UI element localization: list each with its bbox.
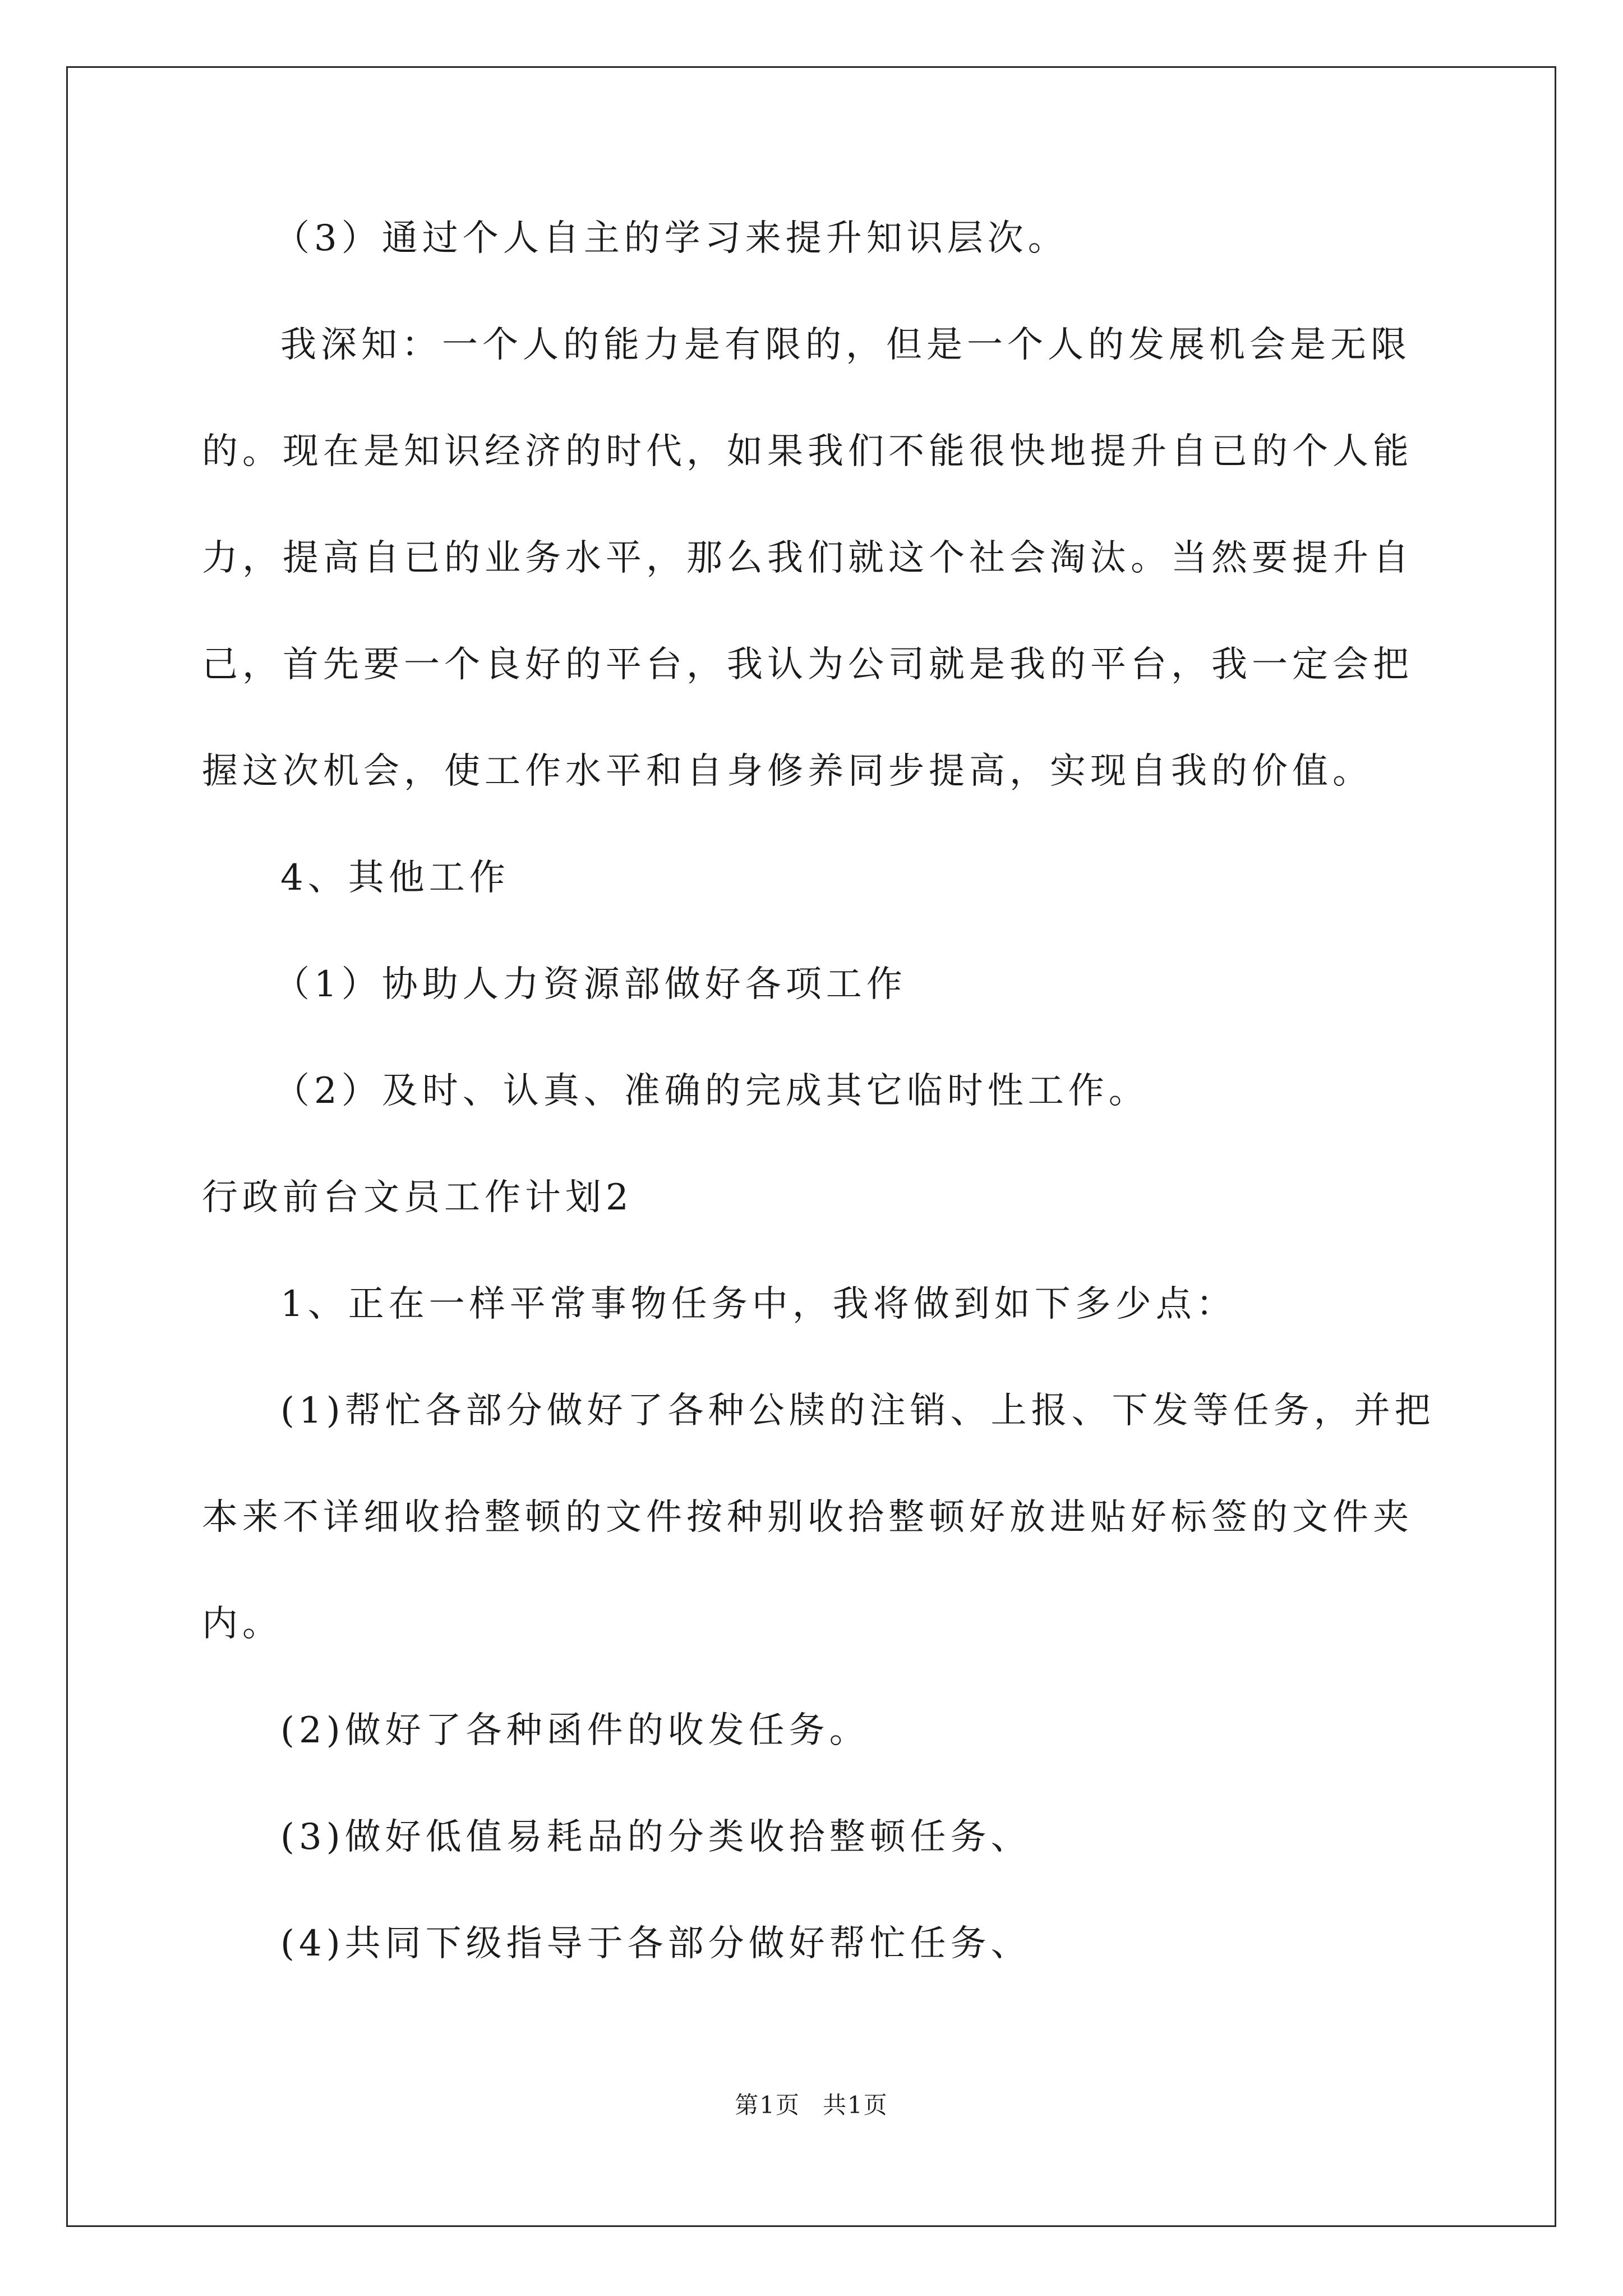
page-number: 第1页 bbox=[735, 2091, 800, 2119]
page-footer bbox=[0, 2087, 1623, 2120]
paragraph-line: （3）通过个人自主的学习来提升知识层次。 bbox=[274, 218, 1068, 259]
paragraph-line: 1、正在一样平常事物任务中，我将做到如下多少点： bbox=[280, 1283, 1237, 1325]
paragraph-line: 我深知：一个人的能力是有限的，但是一个人的发展机会是无限 bbox=[280, 324, 1411, 366]
paragraph-line: 的。现在是知识经济的时代，如果我们不能很快地提升自已的个人能 bbox=[202, 431, 1413, 472]
list-item: （1）协助人力资源部做好各项工作 bbox=[274, 964, 907, 1005]
page-total: 共1页 bbox=[823, 2091, 888, 2119]
list-item: (2)做好了各种函件的收发任务。 bbox=[280, 1710, 870, 1751]
list-item: (3)做好低值易耗品的分类收拾整顿任务、 bbox=[280, 1816, 1031, 1858]
page-border bbox=[66, 66, 1556, 2227]
paragraph-line: 己，首先要一个良好的平台，我认为公司就是我的平台，我一定会把 bbox=[202, 644, 1413, 685]
paragraph-line: 力，提高自已的业务水平，那么我们就这个社会淘汰。当然要提升自 bbox=[202, 537, 1413, 579]
document-heading: 行政前台文员工作计划2 bbox=[202, 1177, 633, 1218]
section-title: 4、其他工作 bbox=[280, 857, 510, 899]
list-item: (4)共同下级指导于各部分做好帮忙任务、 bbox=[280, 1923, 1031, 1964]
paragraph-line: 本来不详细收拾整顿的文件按种别收拾整顿好放进贴好标签的文件夹 bbox=[202, 1497, 1413, 1538]
paragraph-line: 内。 bbox=[202, 1603, 283, 1645]
paragraph-line: 握这次机会，使工作水平和自身修养同步提高，实现自我的价值。 bbox=[202, 751, 1373, 792]
list-item: （2）及时、认真、准确的完成其它临时性工作。 bbox=[274, 1070, 1149, 1112]
list-item: (1)帮忙各部分做好了各种公牍的注销、上报、下发等任务，并把 bbox=[280, 1390, 1435, 1432]
